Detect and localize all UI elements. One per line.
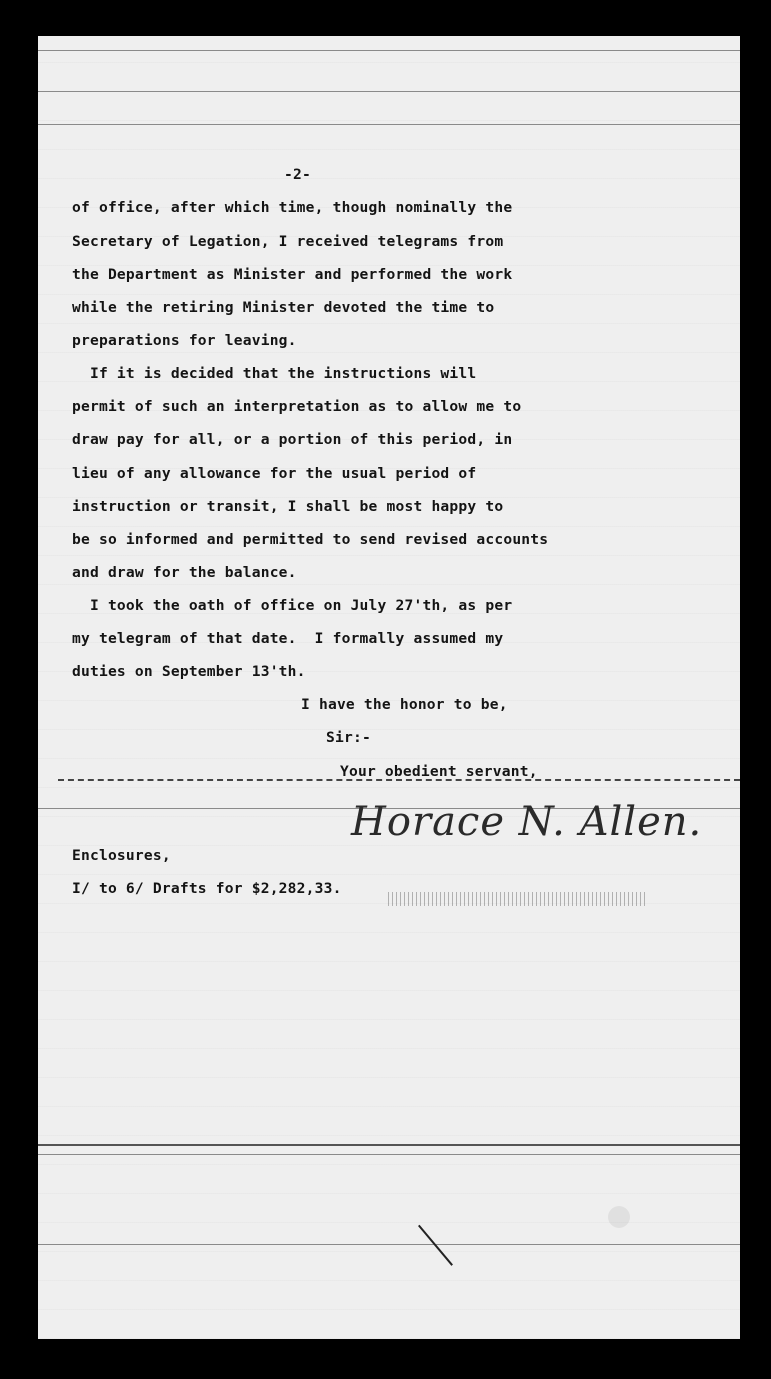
closing-servant: Your obedient servant, bbox=[340, 763, 538, 780]
body-line: instruction or transit, I shall be most happy to bbox=[72, 498, 504, 515]
ruled-line bbox=[38, 1144, 740, 1146]
pen-stroke-mark bbox=[418, 1225, 453, 1266]
body-line: while the retiring Minister devoted the time to bbox=[72, 299, 495, 316]
body-line: Secretary of Legation, I received telegrams from bbox=[72, 233, 504, 250]
closing-salutation: Sir:- bbox=[326, 729, 371, 746]
body-line: permit of such an interpretation as to allow me to bbox=[72, 398, 522, 415]
enclosures-item: I/ to 6/ Drafts for $2,282,33. bbox=[72, 880, 342, 897]
page-number: -2- bbox=[284, 166, 311, 183]
ruled-line bbox=[38, 50, 740, 51]
body-line: and draw for the balance. bbox=[72, 564, 297, 581]
body-line: the Department as Minister and performed the work bbox=[72, 266, 513, 283]
ruled-line bbox=[38, 124, 740, 125]
signature: Horace N. Allen. bbox=[351, 799, 703, 845]
body-line: lieu of any allowance for the usual period of bbox=[72, 465, 477, 482]
ink-smudge bbox=[388, 892, 648, 906]
body-line: duties on September 13'th. bbox=[72, 663, 306, 680]
body-line: my telegram of that date. I formally assumed my bbox=[72, 630, 504, 647]
ruled-line bbox=[38, 1244, 740, 1245]
dashed-rule bbox=[58, 779, 740, 781]
document-page bbox=[38, 36, 740, 1339]
body-line: of office, after which time, though nominally the bbox=[72, 199, 513, 216]
body-line: be so informed and permitted to send revised accounts bbox=[72, 531, 549, 548]
paper-spot bbox=[608, 1206, 630, 1228]
body-line: preparations for leaving. bbox=[72, 332, 297, 349]
ruled-line bbox=[38, 1154, 740, 1155]
body-line: If it is decided that the instructions will bbox=[72, 365, 477, 382]
ruled-line bbox=[38, 91, 740, 92]
body-line: I took the oath of office on July 27'th, as per bbox=[72, 597, 513, 614]
body-line: draw pay for all, or a portion of this period, in bbox=[72, 431, 513, 448]
closing-honor: I have the honor to be, bbox=[301, 696, 508, 713]
enclosures-heading: Enclosures, bbox=[72, 847, 171, 864]
